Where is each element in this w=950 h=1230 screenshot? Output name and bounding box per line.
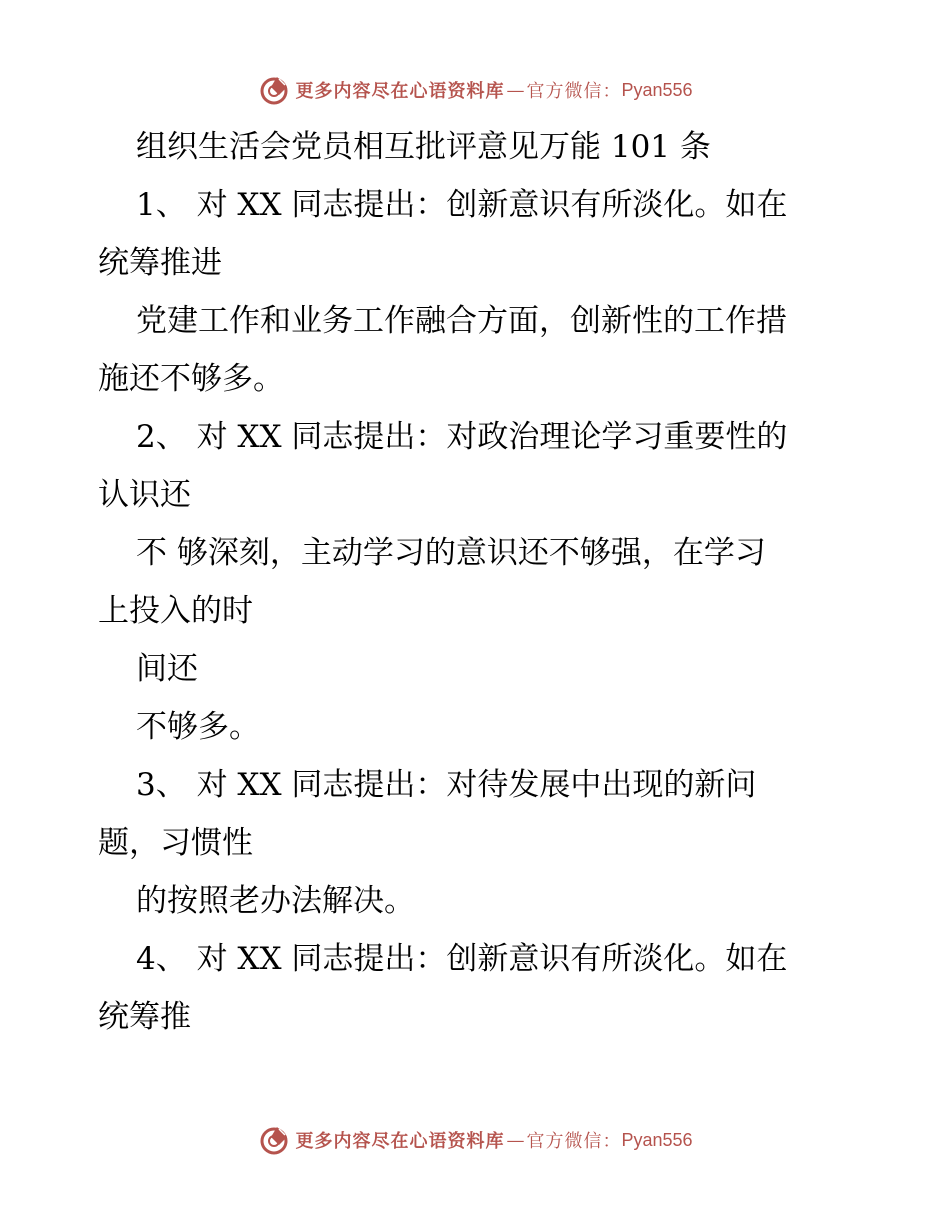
footer-dash: — — [506, 1129, 525, 1151]
document-line: 3、 对 XX 同志提出：对待发展中出现的新问 — [136, 767, 757, 803]
brand-logo-icon — [257, 73, 291, 107]
document-line: 施还不够多。 — [98, 361, 284, 397]
header-wechat-label: 官方微信： — [526, 81, 622, 102]
footer-brand-text: 更多内容尽在心语资料库 — [295, 1131, 505, 1152]
document-line: 认识还 — [98, 477, 191, 513]
document-line: 统筹推进 — [98, 245, 222, 281]
footer-wechat-id: Pyan556 — [621, 1129, 693, 1150]
document-line: 2、 对 XX 同志提出：对政治理论学习重要性的 — [136, 419, 788, 455]
document-line: 不 够深刻，主动学习的意识还不够强，在学习 — [136, 535, 766, 571]
document-line: 4、 对 XX 同志提出：创新意识有所淡化。如在 — [136, 941, 788, 977]
document-line: 不够多。 — [136, 709, 260, 745]
document-line: 的按照老办法解决。 — [136, 883, 415, 919]
document-line: 间还 — [136, 651, 198, 687]
document-line: 题，习惯性 — [98, 825, 253, 861]
header-wechat-id: Pyan556 — [621, 79, 693, 100]
brand-logo-icon — [257, 1123, 291, 1157]
document-line: 组织生活会党员相互批评意见万能 101 条 — [136, 129, 711, 165]
document-line: 党建工作和业务工作融合方面，创新性的工作措 — [136, 303, 787, 339]
document-line: 统筹推 — [98, 999, 191, 1035]
footer-banner — [0, 1120, 950, 1160]
document-line: 上投入的时 — [98, 593, 253, 629]
header-banner — [0, 70, 950, 110]
header-dash: — — [506, 79, 525, 101]
footer-wechat-label: 官方微信： — [526, 1131, 622, 1152]
document-line: 1、 对 XX 同志提出：创新意识有所淡化。如在 — [136, 187, 788, 223]
header-brand-text: 更多内容尽在心语资料库 — [295, 81, 505, 102]
document-body — [98, 118, 878, 1046]
